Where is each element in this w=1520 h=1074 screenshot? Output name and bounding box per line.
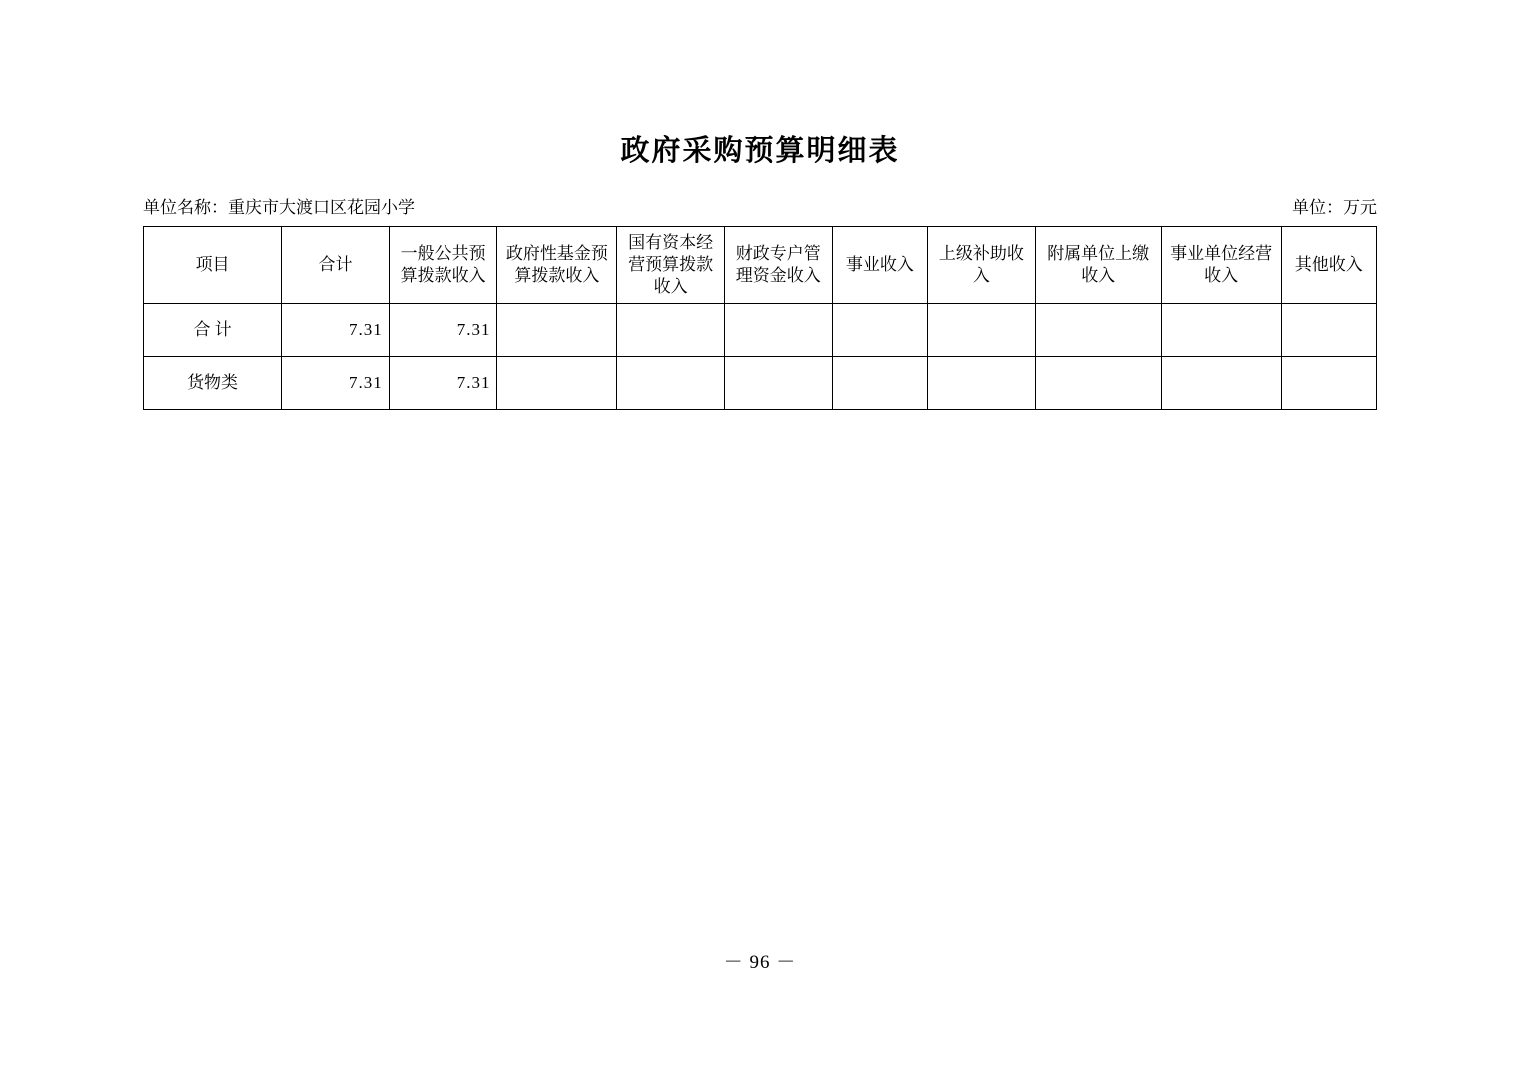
cell-general-public-budget: 7.31: [389, 304, 497, 357]
cell-business-unit-operating: [1161, 357, 1281, 410]
column-header-subordinate-payment: 附属单位上缴收入: [1035, 227, 1161, 304]
cell-superior-subsidy: [928, 304, 1036, 357]
table-row: [144, 304, 1377, 357]
column-header-business-unit-operating: 事业单位经营收入: [1161, 227, 1281, 304]
cell-state-capital-budget: [617, 304, 725, 357]
cell-total: 7.31: [282, 304, 390, 357]
cell-subordinate-payment: [1035, 357, 1161, 410]
cell-general-public-budget: 7.31: [389, 357, 497, 410]
cell-fiscal-account-funds: [724, 357, 832, 410]
column-header-business-income: 事业收入: [832, 227, 927, 304]
table-body: [144, 304, 1377, 410]
table-header-row: [144, 227, 1377, 304]
cell-other-income: [1281, 357, 1377, 410]
column-header-fiscal-account-funds: 财政专户管理资金收入: [724, 227, 832, 304]
cell-item: 合 计: [144, 304, 282, 357]
cell-fiscal-account-funds: [724, 304, 832, 357]
page-title: 政府采购预算明细表: [620, 133, 900, 167]
unit-name-label: 单位名称：重庆市大渡口区花园小学: [143, 198, 415, 217]
cell-subordinate-payment: [1035, 304, 1161, 357]
cell-business-income: [832, 357, 927, 410]
column-header-item: 项目: [144, 227, 282, 304]
cell-other-income: [1281, 304, 1377, 357]
cell-state-capital-budget: [617, 357, 725, 410]
column-header-government-fund-budget: 政府性基金预算拨款收入: [497, 227, 617, 304]
procurement-budget-table: [143, 226, 1377, 410]
column-header-state-capital-budget: 国有资本经营预算拨款收入: [617, 227, 725, 304]
column-header-general-public-budget: 一般公共预算拨款收入: [389, 227, 497, 304]
column-header-superior-subsidy: 上级补助收入: [928, 227, 1036, 304]
cell-government-fund-budget: [497, 304, 617, 357]
cell-government-fund-budget: [497, 357, 617, 410]
amount-unit-label: 单位：万元: [1292, 198, 1377, 217]
column-header-other-income: 其他收入: [1281, 227, 1377, 304]
column-header-total: 合计: [282, 227, 390, 304]
cell-business-income: [832, 304, 927, 357]
cell-total: 7.31: [282, 357, 390, 410]
cell-superior-subsidy: [928, 357, 1036, 410]
cell-business-unit-operating: [1161, 304, 1281, 357]
table-row: [144, 357, 1377, 410]
table-header: [144, 227, 1377, 304]
page-number: － 96 －: [723, 952, 797, 973]
table-meta-row: [143, 193, 1377, 217]
cell-item: 货物类: [144, 357, 282, 410]
